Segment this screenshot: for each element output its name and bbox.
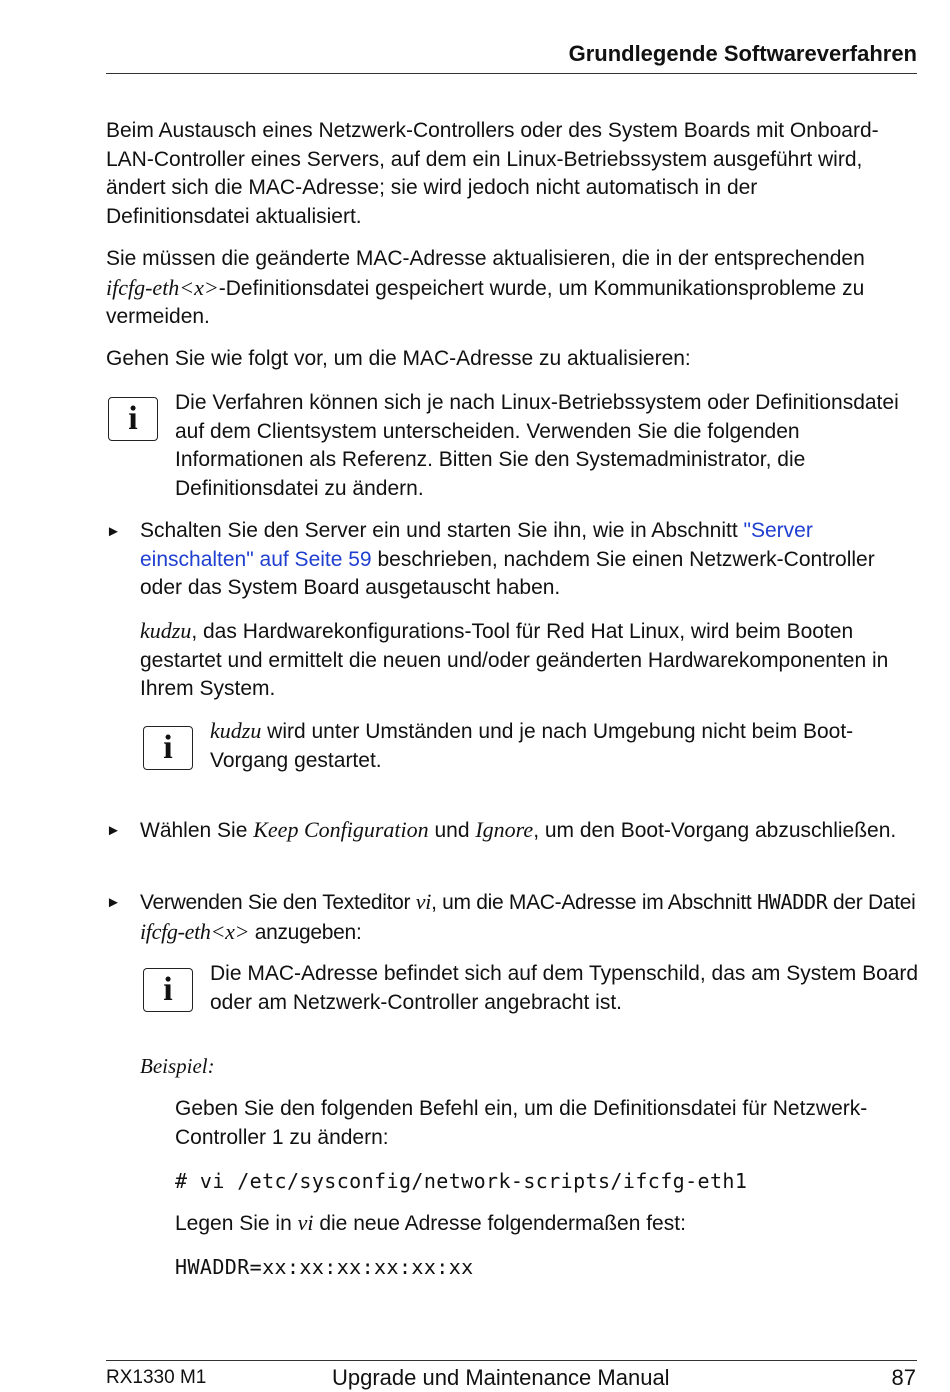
info-icon: i bbox=[143, 726, 193, 770]
example-text: Geben Sie den folgenden Befehl ein, um die Definitionsdatei für Netzwerk-Controller 1 zu ändern: bbox=[175, 1097, 868, 1149]
note-box bbox=[210, 717, 920, 775]
text: wird unter Umständen und je nach Umgebung nicht beim Boot-Vorgang gestartet. bbox=[210, 720, 854, 772]
intro-paragraph: Beim Austausch eines Netzwerk-Controllers oder des System Boards mit Onboard-LAN-Controller eines Servers, auf dem ein Linux-Betriebssystem ausgeführt wird, ändert sich die MAC-Adresse; sie wird jedoch nicht automatisch in der Definitionsdatei aktualisiert. bbox=[106, 119, 879, 228]
example-text bbox=[175, 1209, 915, 1239]
editor-name: vi bbox=[297, 1210, 314, 1235]
page-number: 87 bbox=[891, 1365, 916, 1390]
footer-manual-title: Upgrade und Maintenance Manual bbox=[332, 1365, 670, 1390]
header-rule bbox=[106, 73, 917, 74]
text: , um die MAC-Adresse im Abschnitt bbox=[431, 891, 757, 914]
footer-product: RX1330 M1 bbox=[106, 1367, 207, 1388]
section-name: HWADDR bbox=[756, 890, 828, 914]
text: beschrieben, nachdem Sie einen Netzwerk-Controller oder das System Board ausgetauscht haben. bbox=[140, 547, 875, 599]
mac-update-paragraph bbox=[106, 245, 906, 332]
note-text bbox=[210, 717, 920, 775]
info-icon: i bbox=[108, 397, 158, 441]
cross-reference-link[interactable]: "Server einschalten" auf Seite 59 bbox=[140, 519, 813, 571]
step-1 bbox=[140, 517, 910, 603]
text: Sie müssen die geänderte MAC-Adresse aktualisieren, die in der entsprechenden bbox=[106, 247, 865, 270]
text: Schalten Sie den Server ein und starten Sie ihn, wie in Abschnitt bbox=[140, 519, 744, 542]
step-marker: ► bbox=[106, 894, 121, 911]
option-name: Ignore bbox=[475, 817, 534, 842]
text: Legen Sie in bbox=[175, 1212, 298, 1235]
text: Verwenden Sie den Texteditor bbox=[140, 891, 416, 914]
text: -Definitionsdatei gespeichert wurde, um Kommunikationsprobleme zu vermeiden. bbox=[106, 276, 865, 328]
text: die neue Adresse folgendermaßen fest: bbox=[313, 1212, 686, 1235]
command-line: # vi /etc/sysconfig/network-scripts/ifcfg-eth1 bbox=[175, 1169, 748, 1193]
kudzu-paragraph bbox=[140, 617, 910, 704]
hwaddr-line: HWADDR=xx:xx:xx:xx:xx:xx bbox=[175, 1255, 474, 1279]
file-name: ifcfg-eth<x> bbox=[106, 274, 219, 300]
text: und bbox=[428, 819, 476, 842]
tool-name: kudzu bbox=[140, 618, 192, 643]
step-marker: ► bbox=[106, 523, 121, 540]
footer-rule bbox=[106, 1360, 917, 1361]
option-name: Keep Configuration bbox=[253, 817, 429, 842]
file-name: ifcfg-eth<x> bbox=[140, 918, 250, 944]
editor-name: vi bbox=[415, 889, 432, 914]
note-box bbox=[210, 960, 920, 1017]
example-label: Beispiel: bbox=[140, 1054, 215, 1078]
text: der Datei bbox=[827, 891, 916, 914]
tool-name: kudzu bbox=[210, 718, 262, 743]
note-text: Die Verfahren können sich je nach Linux-Betriebssystem oder Definitionsdatei auf dem Clientsystem unterscheiden. Verwenden Sie die folgenden Informationen als Referenz. Bitten Sie den Systemadministrator, die Definitionsdatei zu ändern. bbox=[175, 391, 899, 500]
step-3 bbox=[140, 888, 925, 947]
running-header: Grundlegende Softwareverfahren bbox=[568, 41, 917, 66]
text: , um den Boot-Vorgang abzuschließen. bbox=[533, 819, 897, 842]
procedure-intro: Gehen Sie wie folgt vor, um die MAC-Adresse zu aktualisieren: bbox=[106, 347, 691, 370]
step-marker: ► bbox=[106, 822, 121, 839]
note-box bbox=[175, 389, 910, 503]
text: , das Hardwarekonfigurations-Tool für Red Hat Linux, wird beim Booten gestartet und ermittelt die neuen und/oder geänderten Hardwarekomponenten in Ihrem System. bbox=[140, 620, 889, 700]
text: Wählen Sie bbox=[140, 819, 254, 842]
text: anzugeben: bbox=[249, 920, 362, 944]
step-2 bbox=[140, 816, 910, 846]
info-icon: i bbox=[143, 968, 193, 1012]
note-text: Die MAC-Adresse befindet sich auf dem Typenschild, das am System Board oder am Netzwerk-Controller angebracht ist. bbox=[210, 962, 919, 1014]
